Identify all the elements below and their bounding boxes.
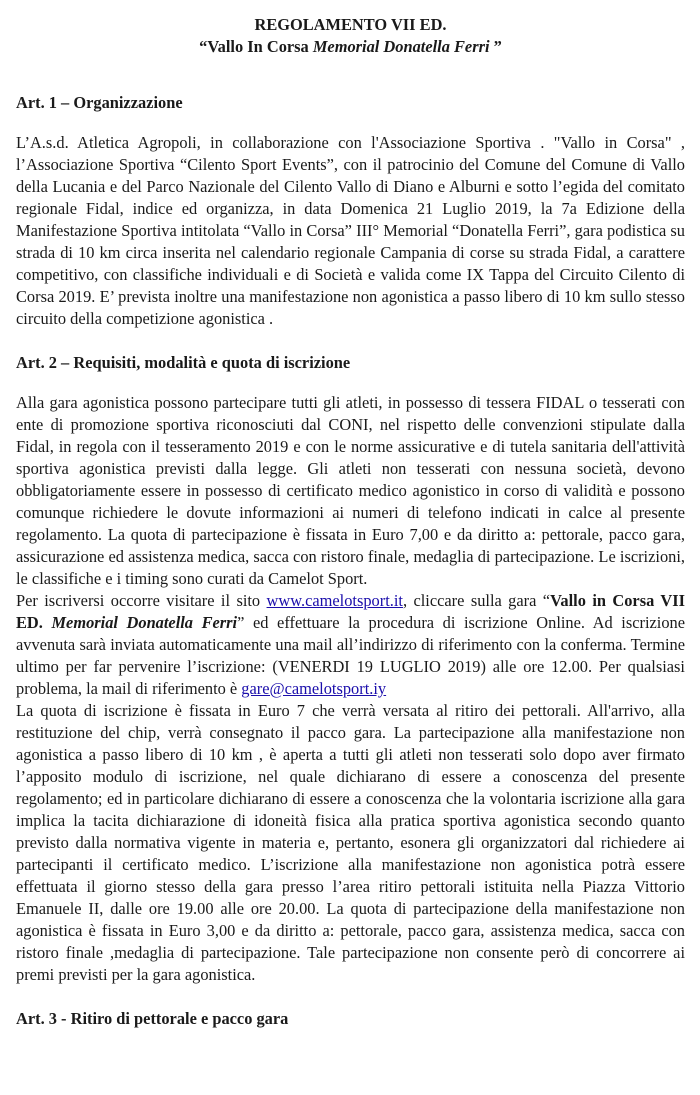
subtitle-memorial: Memorial Donatella Ferri [312,37,490,56]
article-1 [16,92,685,330]
article-1-text: L’A.s.d. Atletica Agropoli, in collaborazione con l'Associazione Sportiva . "Vallo in Corsa" , l’Associazione Sportiva “Cilento Sport Events”, con il patrocinio del Comune del Comune di Vallo della Lucania e del Parco Nazionale del Cilento Vallo di Diano e Alburni e sotto l’egida del comitato regionale Fidal, indice ed organizza, in data Domenica 21 Luglio 2019, la 7a Edizione della Manifestazione Sportiva intitolata “Vallo in Corsa” III° Memorial “Donatella Ferri”, gara podistica su strada di 10 km circa inserita nel calendario regionale Campania di corse su strada Fidal, a carattere competitivo, con classifiche individuali e di Società e valida come IX Tappa del Circuito Cilento di Corsa 2019. E’ prevista inoltre una manifestazione non agonistica a passo libero di 10 km sullo stesso circuito della competizione agonistica . [16,133,685,328]
race-memorial-bold-italic: Memorial Donatella Ferri [51,613,238,632]
document-title: REGOLAMENTO VII ED. [254,15,447,34]
document-subtitle [16,36,685,58]
camelotsport-website-link[interactable]: www.camelotsport.it [266,591,403,610]
article-2-paragraph-3: La quota di iscrizione è fissata in Euro 7 che verrà versata al ritiro dei pettorali. All'arrivo, alla restituzione del chip, verrà consegnato il pacco gara. La partecipazione alla manifestazione non agonistica a passo libero di 10 km , è aperta a tutti gli atleti non tesserati solo dopo aver firmato l’apposito modulo di iscrizione, nel quale dichiarano di essere a conoscenza del presente regolamento; ed in particolare dichiarano di essere a conoscenza che la volontaria iscrizione alla gara implica la tacita dichiarazione di idoneità fisica alla pratica sportiva agonistica secondo quanto previsto dalla normativa vigente in materia e, pertanto, esonera gli organizzatori dal richiedere ai partecipanti il certificato medico. L’iscrizione alla manifestazione non agonistica potrà essere effettuata il giorno stesso della gara presso l’area ritiro pettorali istituita nella Piazza Vittorio Emanuele II, dalle ore 19.00 alle ore 20.00. La quota di partecipazione della manifestazione non agonistica è fissata in Euro 3,00 e da diritto a: pettorale, pacco gara, assistenza medica, sacca con ristoro finale ,medaglia di partecipazione. Tale partecipazione non consente però di concorrere ai premi previsti per la gara agonistica. [16,701,685,984]
subtitle-prefix: “Vallo In Corsa [199,37,313,56]
subtitle-suffix: ” [489,37,502,56]
article-3-heading: Art. 3 - Ritiro di pettorale e pacco gara [16,1009,289,1028]
article-2-paragraph-2 [16,590,685,700]
article-1-heading: Art. 1 – Organizzazione [16,93,183,112]
article-2-paragraph-1: Alla gara agonistica possono partecipare tutti gli atleti, in possesso di tessera FIDAL o tesserati con ente di promozione sportiva riconosciuti dal CONI, nel rispetto delle convenzioni stipulate dalla Fidal, in regola con il tesseramento 2019 e con le norme assicurative e di tutela sanitaria dell'attività sportiva agonistica previsti dalla legge. Gli atleti non tesserati con nessuna società, devono obbligatoriamente essere in possesso di certificato medico agonistico in corso di validità e possono comunque richiedere le dovute informazioni ai numeri di telefono indicati in calce al presente regolamento. La quota di partecipazione è fissata in Euro 7,00 e da diritto a: pettorale, pacco gara, assicurazione ed assistenza medica, sacca con ristoro finale, medaglia di partecipazione. Le iscrizioni, le classifiche e i timing sono curati da Camelot Sport. [16,393,685,588]
race-name-bold: Vallo in Corsa VII ED. [16,591,685,632]
registration-click-text: , cliccare sulla gara “ [402,591,551,610]
registration-procedure-text: ” ed effettuare la procedura di iscrizione Online. Ad iscrizione avvenuta sarà inviata automaticamente una mail all’indirizzo di riferimento con la conferma. Termine ultimo per far pervenire l’iscrizione: (VENERDI 19 LUGLIO 2019) alle ore 12.00. Per qualsiasi problema, la mail di riferimento è [16,613,686,698]
article-2-heading: Art. 2 – Requisiti, modalità e quota di iscrizione [16,353,351,372]
contact-email-link[interactable]: gare@camelotsport.iy [241,679,387,698]
article-2 [16,352,685,986]
registration-intro-text: Per iscriversi occorre visitare il sito [16,591,267,610]
article-3 [16,1008,685,1030]
